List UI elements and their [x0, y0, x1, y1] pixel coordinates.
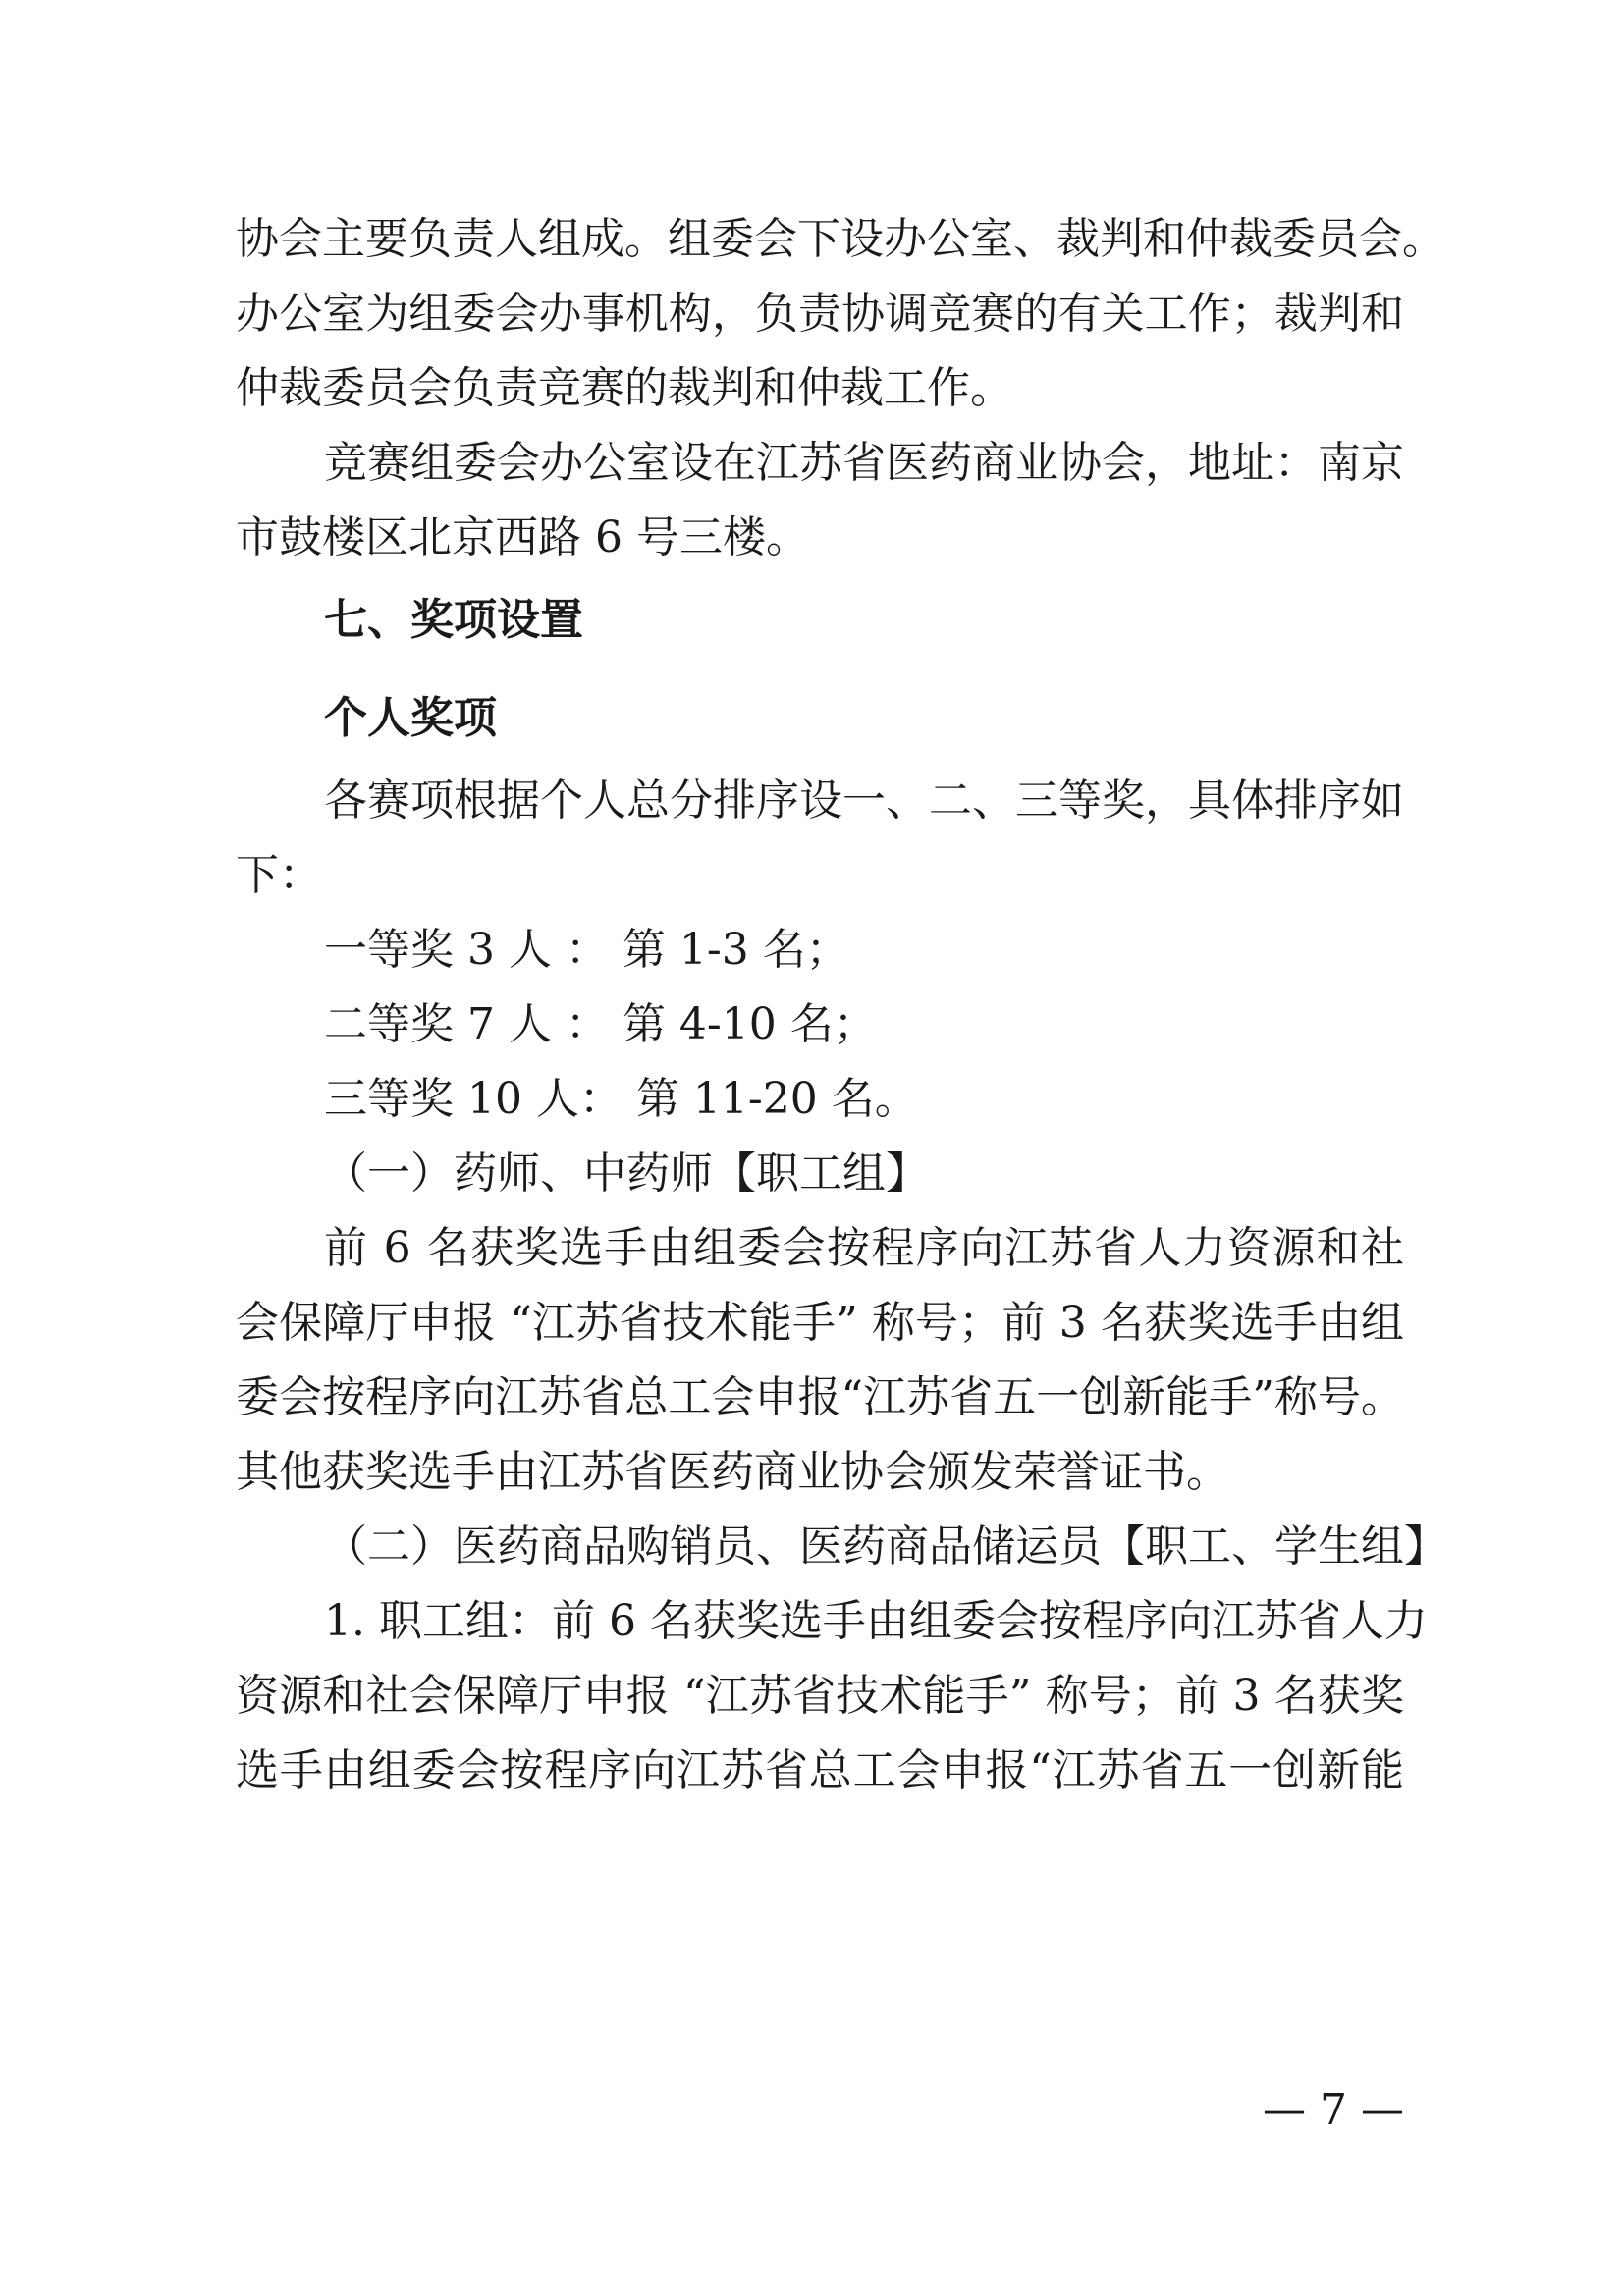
section-heading-awards: 七、奖项设置	[324, 595, 583, 645]
paragraph-line-4: 竞赛组委会办公室设在江苏省医药商业协会，地址：南京	[324, 438, 1404, 488]
page-number: — 7 —	[1263, 2085, 1404, 2135]
paragraph-line-14: 前 6 名获奖选手由组委会按程序向江苏省人力资源和社	[324, 1223, 1404, 1273]
award-third-prize: 三等奖 10 人： 第 11-20 名。	[324, 1074, 918, 1124]
paragraph-line-16: 委会按程序向江苏省总工会申报“江苏省五一创新能手”称号。	[236, 1372, 1404, 1422]
paragraph-line-8: 各赛项根据个人总分排序设一、二、三等奖，具体排序如	[324, 775, 1404, 826]
subsection-sales-storage: （二）医药商品购销员、医药商品储运员【职工、学生组】	[324, 1522, 1447, 1572]
paragraph-line-9: 下：	[236, 850, 322, 900]
paragraph-line-21: 选手由组委会按程序向江苏省总工会申报“江苏省五一创新能	[236, 1745, 1404, 1795]
paragraph-line-19: 1. 职工组：前 6 名获奖选手由组委会按程序向江苏省人力	[324, 1596, 1428, 1646]
paragraph-line-2: 办公室为组委会办事机构，负责协调竞赛的有关工作；裁判和	[236, 289, 1404, 339]
subheading-individual-awards: 个人奖项	[324, 693, 497, 743]
paragraph-line-5: 市鼓楼区北京西路 6 号三楼。	[236, 512, 809, 562]
paragraph-line-3: 仲裁委员会负责竞赛的裁判和仲裁工作。	[236, 363, 1013, 413]
paragraph-line-15: 会保障厅申报 “江苏省技术能手” 称号；前 3 名获奖选手由组	[236, 1298, 1404, 1348]
award-first-prize: 一等奖 3 人 ： 第 1-3 名；	[324, 925, 849, 975]
subsection-pharmacist: （一）药师、中药师【职工组】	[324, 1148, 929, 1199]
paragraph-line-1: 协会主要负责人组成。组委会下设办公室、裁判和仲裁委员会。	[236, 214, 1445, 264]
award-second-prize: 二等奖 7 人 ： 第 4-10 名；	[324, 999, 877, 1049]
paragraph-line-17: 其他获奖选手由江苏省医药商业协会颁发荣誉证书。	[236, 1447, 1229, 1497]
paragraph-line-20: 资源和社会保障厅申报 “江苏省技术能手” 称号；前 3 名获奖	[236, 1671, 1404, 1721]
